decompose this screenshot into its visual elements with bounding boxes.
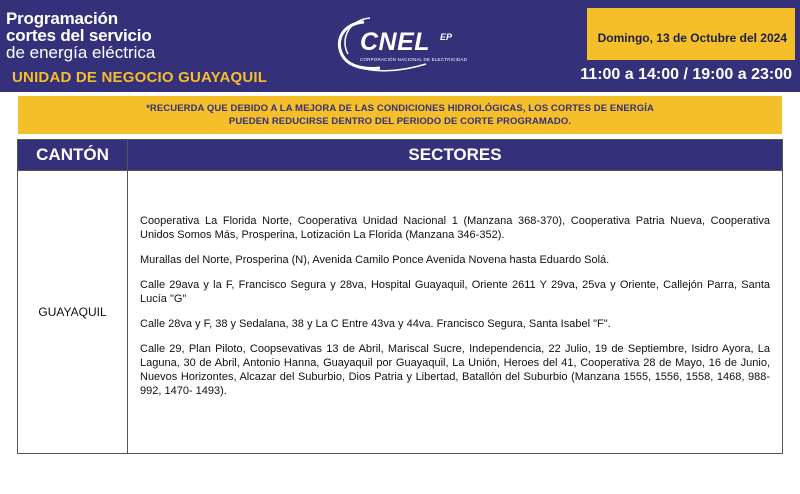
table-header-row	[18, 140, 783, 171]
sector-paragraph: Calle 28va y F, 38 y Sedalana, 38 y La C Entre 43va y 44va. Francisco Segura, Santa Isabel "F".	[140, 317, 611, 330]
logo-subtitle: CORPORACIÓN NACIONAL DE ELECTRICIDAD	[360, 57, 468, 62]
sectors-column-header: SECTORES	[128, 140, 783, 171]
logo-wordmark: CNEL	[360, 28, 431, 56]
sectors-cell	[128, 171, 783, 454]
canton-cell: GUAYAQUIL	[18, 171, 128, 454]
date-text: Domingo, 13 de Octubre del 2024	[597, 31, 787, 45]
header-banner	[0, 0, 800, 92]
notice-banner	[18, 96, 782, 134]
sector-paragraph: Calle 29ava y la F, Francisco Segura y 28va, Hospital Guayaquil, Oriente 2611 Y 29va, 25va y Oriente, Callejón Parra, Santa Lucía "G"	[140, 278, 770, 305]
sector-paragraph: Cooperativa La Florida Norte, Cooperativa Unidad Nacional 1 (Manzana 368-370), Cooperativa Patria Nueva, Cooperativa Unidos Somos Más, Prosperina, Lotización La Florida (Manzana 346-352).	[140, 214, 770, 241]
canton-column-header: CANTÓN	[18, 140, 128, 171]
notice-line-2: PUEDEN REDUCIRSE DENTRO DEL PERIODO DE CORTE PROGRAMADO.	[228, 116, 572, 127]
title-line-1: Programación	[6, 9, 118, 28]
sector-paragraph: Calle 29, Plan Piloto, Coopsevativas 13 de Abril, Mariscal Sucre, Independencia, 22 Julio, 19 de Septiembre, Isidro Ayora, La Laguna, 30 de Abril, Antonio Hanna, Guayaquil por Guayaquil, La Unión, Heroes del 41, Cooperativa 28 de Mayo, 16 de Junio, Nuevos Horizontes, Alcazar del Suburbio, Dios Patria y Libertad, Batallón del Suburbio (Manzana 1555, 1556, 1558, 1468, 988-992, 1470- 1493).	[140, 342, 770, 397]
cnel-logo	[330, 14, 470, 80]
outage-table	[17, 139, 783, 454]
title-line-3: de energía eléctrica	[6, 43, 156, 62]
business-unit-label: UNIDAD DE NEGOCIO GUAYAQUIL	[12, 69, 268, 86]
sector-paragraph: Murallas del Norte, Prosperina (N), Avenida Camilo Ponce Avenida Novena hasta Eduardo Solá.	[140, 253, 610, 266]
date-badge	[587, 8, 795, 60]
title-line-2: cortes del servicio	[6, 26, 152, 45]
table-row	[18, 171, 783, 454]
notice-line-1: *RECUERDA QUE DEBIDO A LA MEJORA DE LAS CONDICIONES HIDROLÓGICAS, LOS CORTES DE ENERGÍA	[146, 103, 654, 114]
schedule-times: 11:00 a 14:00 / 19:00 a 23:00	[580, 66, 792, 83]
logo-suffix: EP	[440, 32, 453, 42]
